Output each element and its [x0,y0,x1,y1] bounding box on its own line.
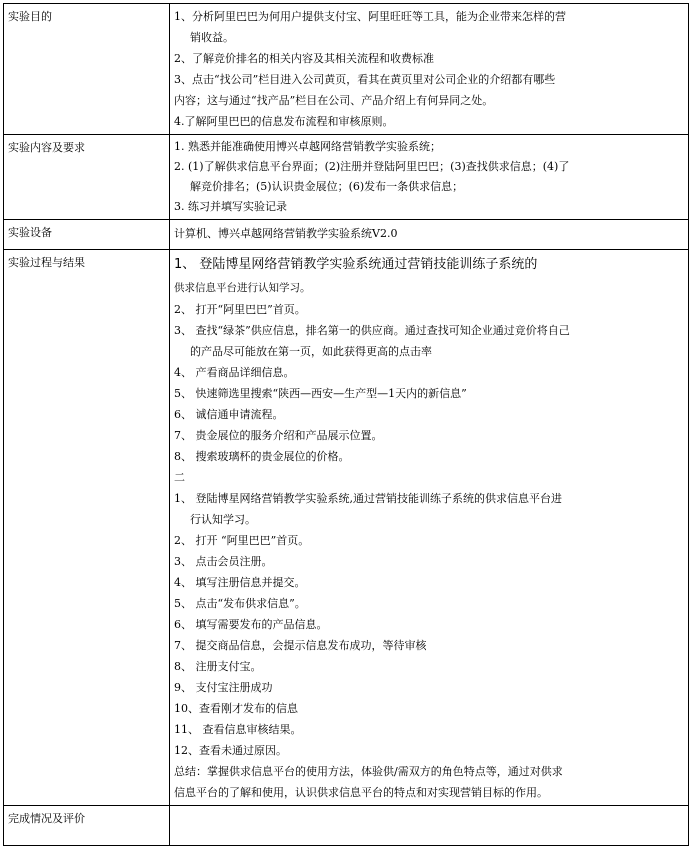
purpose-line: 2、了解竞价排名的相关内容及其相关流程和收费标准 [174,52,434,65]
row-content [4,135,689,220]
process-step: 4、 填写注册信息并提交。 [174,576,306,589]
process-step: 7、 提交商品信息，会提示信息发布成功，等待审核 [174,639,427,652]
label-process: 实验过程与结果 [4,250,170,806]
purpose-content [170,4,689,135]
content-line: 3. 练习并填写实验记录 [174,200,287,213]
process-step: 5、 快速筛选里搜索“陕西—西安—生产型—1天内的新信息” [174,387,467,400]
purpose-line: 3、点击“找公司”栏目进入公司黄页，看其在黄页里对公司企业的介绍都有哪些 [174,73,556,86]
content-line: 解竞价排名；(5)认识贵金展位；(6)发布一条供求信息； [190,180,464,193]
purpose-line: 1、分析阿里巴巴为何用户提供支付宝、阿里旺旺等工具，能为企业带来怎样的营 [174,10,566,23]
process-step: 5、 点击“发布供求信息”。 [174,597,306,610]
summary-line: 总结：掌握供求信息平台的使用方法，体验供/需双方的角色特点等，通过对供求 [174,765,563,778]
content-line: 1. 熟悉并能准确使用博兴卓越网络营销教学实验系统； [174,140,441,153]
purpose-line: 内容；这与通过“找产品”栏目在公司、产品介绍上有何异同之处。 [174,94,494,107]
process-heading: 1、 登陆博星网络营销教学实验系统通过营销技能训练子系统的 [174,257,538,272]
process-step: 6、 填写需要发布的产品信息。 [174,618,328,631]
row-equipment [4,220,689,250]
process-step: 2、 打开“阿里巴巴”首页。 [174,303,306,316]
content-line: 2. (1)了解供求信息平台界面；(2)注册并登陆阿里巴巴；(3)查找供求信息；(4)了 [174,160,570,173]
process-step: 8、 搜索玻璃杯的贵金展位的价格。 [174,450,350,463]
experiment-report-table [3,3,689,846]
process-step: 1、 登陆博星网络营销教学实验系统,通过营销技能训练子系统的供求信息平台进 [174,492,562,505]
process-step: 10、查看刚才发布的信息 [174,702,298,715]
process-step: 的产品尽可能放在第一页，如此获得更高的点击率 [190,345,432,358]
label-content: 实验内容及要求 [4,135,170,220]
process-step: 12、查看未通过原因。 [174,744,287,757]
process-step: 4、 产看商品详细信息。 [174,366,295,379]
content-requirements [170,135,689,220]
row-process [4,250,689,806]
process-step: 11、 查看信息审核结果。 [174,723,302,736]
section-two-marker: 二 [174,471,185,484]
process-step: 8、 注册支付宝。 [174,660,262,673]
process-step: 9、 支付宝注册成功 [174,681,273,694]
process-step: 7、 贵金展位的服务介绍和产品展示位置。 [174,429,383,442]
process-step: 3、 查找“绿茶”供应信息，排名第一的供应商。通过查找可知企业通过竞价将自己 [174,324,570,337]
label-purpose: 实验目的 [4,4,170,135]
summary-line: 信息平台的了解和使用，认识供求信息平台的特点和对实现营销目标的作用。 [174,786,548,799]
equipment-text: 计算机、博兴卓越网络营销教学实验系统V2.0 [170,220,689,250]
process-step: 行认知学习。 [190,513,256,526]
process-step: 3、 点击会员注册。 [174,555,273,568]
label-equipment: 实验设备 [4,220,170,250]
purpose-line: 4.了解阿里巴巴的信息发布流程和审核原则。 [174,115,394,128]
evaluation-content [170,806,689,846]
row-purpose [4,4,689,135]
process-step: 6、 诚信通申请流程。 [174,408,284,421]
label-evaluation: 完成情况及评价 [4,806,170,846]
process-content [170,250,689,806]
row-evaluation [4,806,689,846]
process-step: 2、 打开 “阿里巴巴”首页。 [174,534,310,547]
purpose-line: 销收益。 [190,31,234,44]
process-heading-cont: 供求信息平台进行认知学习。 [174,282,311,294]
